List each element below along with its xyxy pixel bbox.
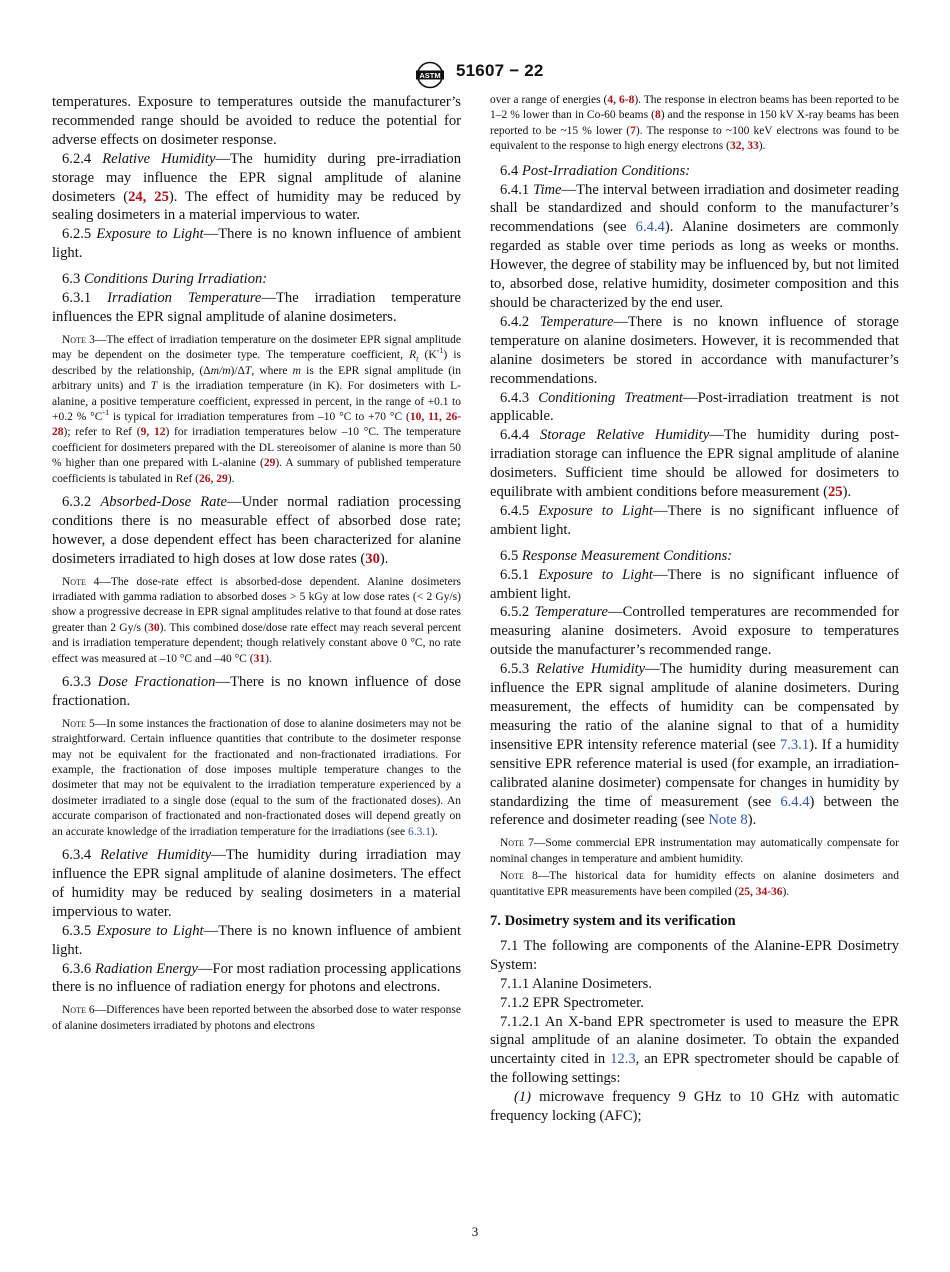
- section-6-4-1: 6.4.1 Time—The interval between irradiation and dosimeter reading shall be standardized and should conform to the manufacturer’s recommendations (see 6.4.4). Alanine dosimeters are commonly regarded as stable over time periods as long as weeks or months. However, the degree of stability may be influenced by, but not limited to, absorbed dose, relative humidity, dosimeter composition and this should be characterized by the end user.: [490, 181, 900, 311]
- section-7-1-2-1: 7.1.2.1 An X-band EPR spectrometer is used to measure the EPR signal amplitude of an alanine dosimeter. To obtain the expanded uncertainty cited in 12.3, an EPR spectrometer should be capable of the following settings:: [490, 1013, 899, 1087]
- list-item-1: (1) microwave frequency 9 GHz to 10 GHz with automatic frequency locking (AFC);: [490, 1089, 899, 1125]
- section-7-1-2: 7.1.2 EPR Spectrometer.: [500, 994, 644, 1011]
- page-number: 3: [471, 1224, 479, 1239]
- section-6-3-5: 6.3.5 Exposure to Light—There is no known influence of ambient light.: [52, 922, 462, 958]
- link-6-3-1[interactable]: 6.3.1: [408, 825, 432, 838]
- section-6-2-4: 6.2.4 Relative Humidity—The humidity during pre-irradiation storage may influence the EPR signal amplitude of alanine dosimeters (24, 25). The effect of humidity may be reduced by sealing dosimeters in a material impervious to water.: [52, 150, 461, 224]
- section-6-3-2: 6.3.2 Absorbed-Dose Rate—Under normal radiation processing conditions there is no measurable effect of absorbed dose rate; however, a dose dependent effect has been characterized for alanine dosimeters irradiated to high doses at low dose rates (30).: [52, 493, 461, 567]
- section-6-4-5: 6.4.5 Exposure to Light—There is no significant influence of ambient light.: [490, 502, 899, 538]
- section-7-1: 7.1 The following are components of the Alanine-EPR Dosimetry System:: [490, 937, 899, 973]
- link-7-3-1[interactable]: 7.3.1: [779, 736, 810, 753]
- section-6-2-5: 6.2.5 Exposure to Light—There is no known influence of ambient light.: [52, 226, 462, 262]
- section-6-3-heading: 6.3 Conditions During Irradiation:: [62, 271, 268, 288]
- section-6-3-6: 6.3.6 Radiation Energy—For most radiation processing applications there is no influence of radiation energy for photons and electrons.: [52, 960, 461, 996]
- document-number: 51607 − 22: [456, 61, 544, 80]
- section-6-5-3: 6.5.3 Relative Humidity—The humidity during measurement can influence the EPR signal amplitude of alanine dosimeters. During measurement, the effects of humidity can be compensated by measuring the ratio of the alanine signal to that of a humidity insensitive EPR intensity reference material (see 7.3.1). If a humidity sensitive EPR reference material is used (for example, an irradiation-calibrated alanine dosimeter) compensate for changes in humidity by standardizing the time of measurement (see 6.4.4) between the reference and dosimeter reading (see Note 8).: [490, 661, 900, 829]
- note-3: Note 3—The effect of irradiation temperature on the dosimeter EPR signal amplitude may be dependent on the dosimeter type. The temperature coefficient, $R_t$ $(K^{-1})$ is described by the relationship, (Δm/m)/ΔT, where m is the EPR signal amplitude (in arbitrary units) and T is the irradiation temperature (in K). For dosimeters with L-alanine, a positive temperature coefficient, expressed in percent, in the range of +0.1 to +0.2 % $^\circ C^{-1}$ is typical for irradiation temperatures from –10 °C to +70 °C (10, 11, 26-28); refer to Ref (9, 12) for irradiation temperatures below –10 °C. The temperature coefficient for dosimeters prepared with the DL stereoisomer of alanine is more than 50 % higher than one prepared with L-alanine (29). A summary of published temperature coefficients is tabulated in Ref (26, 29).: [52, 333, 462, 485]
- left-column: [52, 93, 461, 1040]
- svg-text:ASTM: ASTM: [419, 71, 441, 80]
- note-6: Note 6—Differences have been reported between the absorbed dose to water response of alanine dosimeters irradiated by photons and electrons: [52, 1004, 461, 1032]
- page-header: [0, 60, 950, 90]
- section-7-heading: 7. Dosimetry system and its verification: [490, 912, 736, 929]
- note-4: Note 4—The dose-rate effect is absorbed-dose dependent. Alanine dosimeters irradiated with gamma radiation to absorbed doses > 5 kGy at low dose rates (< 2 Gy/s) show a progressive decrease in EPR signal amplitudes relative to that found at dose rates greater than 2 Gy/s (30). This combined dose/dose rate effect may reach several percent and is irradiation temperature dependent; though relatively constant above 0 °C, no rate effect was measured at –10 °C and –40 °C (31).: [52, 575, 461, 665]
- note-7: Note 7—Some commercial EPR instrumentation may automatically compensate for nominal changes in temperature and ambient humidity.: [490, 837, 900, 865]
- link-6-4-4-b[interactable]: 6.4.4: [780, 793, 810, 810]
- section-6-3-4: 6.3.4 Relative Humidity—The humidity during irradiation may influence the EPR signal amplitude of alanine dosimeters. The effect of humidity may be reduced by sealing dosimeters in a material impervious to water.: [52, 847, 461, 920]
- section-6-4-3: 6.4.3 Conditioning Treatment—Post-irradiation treatment is not applicable.: [490, 389, 900, 425]
- link-12-3[interactable]: 12.3: [610, 1051, 636, 1068]
- note-8: Note 8—The historical data for humidity effects on alanine dosimeters and quantitative EPR measurements have been compiled (25, 34-36).: [490, 870, 899, 898]
- section-6-5-heading: 6.5 Response Measurement Conditions:: [500, 547, 733, 564]
- link-6-4-4[interactable]: 6.4.4: [635, 219, 665, 236]
- section-6-4-4: 6.4.4 Storage Relative Humidity—The humidity during post-irradiation storage can influence the EPR signal amplitude of alanine dosimeters. Sufficient time should be allowed for dosimeters to equilibrate with ambient conditions before measurement (25).: [490, 427, 899, 501]
- note-5: Note 5—In some instances the fractionation of dose to alanine dosimeters may not be straightforward. Certain influence quantities that contribute to the dosimeter response may not be equivalent for the fractionated and non-fractionated irradiations. For example, the fractionation of dose imposes multiple temperature changes to the dosimeter that may not be equivalent to the irradiation temperature experienced by a dosimeter irradiated to a single dose (equal to the sum of the fractionated doses). An accurate comparison of fractionated and non-fractionated doses will depend greatly on an accurate knowledge of the irradiation temperature for the irradiations (see 6.3.1).: [52, 717, 462, 838]
- section-6-4-2: 6.4.2 Temperature—There is no known influence of storage temperature on alanine dosimeters. However, it is recommended that alanine dosimeters be stored in accordance with manufacturer’s recommendations.: [490, 313, 899, 387]
- section-6-5-2: 6.5.2 Temperature—Controlled temperatures are recommended for measuring alanine dosimeters. Avoid exposure to temperatures outside the manufacturer’s recommended range.: [490, 604, 900, 659]
- paragraph-continued: temperatures. Exposure to temperatures outside the manufacturer’s recommended range should be avoided to reduce the potential for adverse effects on dosimeter response.: [52, 94, 461, 148]
- note-6-continued: over a range of energies (4, 6-8). The response in electron beams has been reported to be 1–2 % lower than in Co-60 beams (8) and the response in 150 kV X-ray beams has been reported to be ~15 % lower (7). The response to ~100 keV electrons was found to be equivalent to the response to high energy electrons (32, 33).: [490, 94, 900, 153]
- section-6-4-heading: 6.4 Post-Irradiation Conditions:: [500, 162, 691, 179]
- link-note-8[interactable]: Note 8: [708, 812, 748, 829]
- section-6-5-1: 6.5.1 Exposure to Light—There is no significant influence of ambient light.: [490, 566, 899, 602]
- right-column: [490, 93, 899, 1126]
- section-6-3-3: 6.3.3 Dose Fractionation—There is no known influence of dose fractionation.: [52, 674, 461, 709]
- section-7-1-1: 7.1.1 Alanine Dosimeters.: [500, 975, 652, 992]
- section-6-3-1: 6.3.1 Irradiation Temperature—The irradiation temperature influences the EPR signal amplitude of alanine dosimeters.: [52, 290, 461, 325]
- astm-logo: [410, 60, 450, 90]
